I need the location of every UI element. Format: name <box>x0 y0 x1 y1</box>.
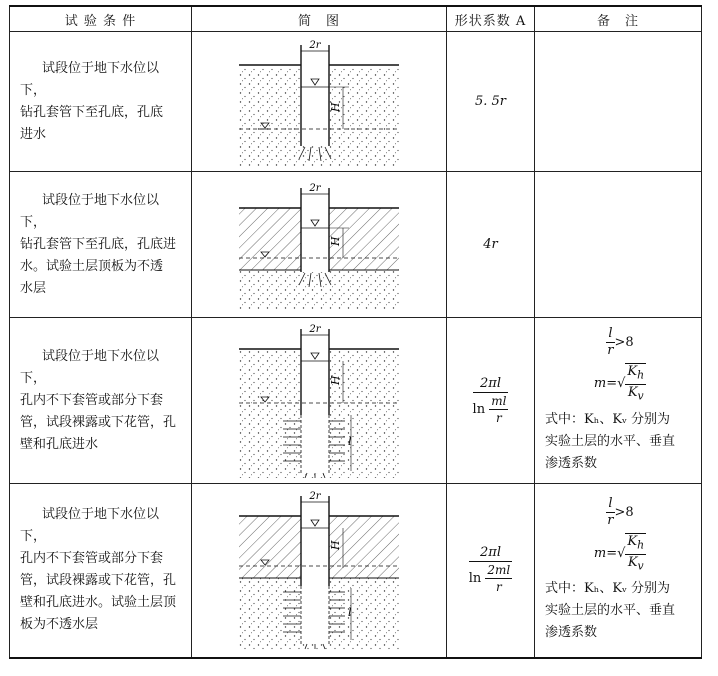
svg-text:H: H <box>329 235 342 246</box>
borehole-diagram <box>239 490 399 650</box>
header-shape-factor: 形状系数 A <box>447 6 535 32</box>
shape-factor-cell: 5. 5r <box>447 32 535 172</box>
condition-cell: 试段位于地下水位以下， 孔内不下套管或部分下套 管，试段裸露或下花管，孔 壁和孔底进水。试验土层顶 板为不透水层 <box>10 484 192 658</box>
header-figure: 简 图 <box>192 6 447 32</box>
svg-text:l: l <box>348 435 352 448</box>
shape-factor-cell: 2πl ln $\frac{ml}{r}$ <box>447 318 535 484</box>
header-condition: 试 验 条 件 <box>10 6 192 32</box>
header-note: 备 注 <box>535 6 702 32</box>
label-2r: 2r <box>309 39 321 51</box>
condition-cell: 试段位于地下水位以下， 钻孔套管下至孔底，孔底进 水。试验土层顶板为不透 水层 <box>10 172 192 318</box>
note-cell <box>535 32 702 172</box>
svg-text:l: l <box>348 606 352 620</box>
note-cell <box>535 172 702 318</box>
borehole-diagram <box>239 37 399 167</box>
borehole-diagram <box>239 180 399 310</box>
figure-cell <box>192 32 447 172</box>
svg-text:H: H <box>329 540 342 551</box>
figure-cell <box>192 484 447 658</box>
header-row <box>10 6 702 32</box>
borehole-diagram <box>239 323 399 478</box>
shape-factor-cell: 2πl ln $\frac{2ml}{r}$ <box>447 484 535 658</box>
svg-text:H: H <box>329 375 342 385</box>
label-H: H <box>329 101 342 112</box>
figure-cell <box>192 172 447 318</box>
table-row <box>10 318 702 484</box>
svg-text:2r: 2r <box>309 182 321 194</box>
svg-text:2r: 2r <box>309 491 321 503</box>
note-cell: $\frac{l}{r}$ >8 m=√ $\frac{K_h}{K_v}$ 式中：Kₕ、Kᵥ 分别为 实验土层的水平、垂直 渗透系数 <box>535 484 702 658</box>
svg-text:2r: 2r <box>309 324 321 335</box>
shape-factor-table <box>9 5 702 659</box>
table-row <box>10 484 702 658</box>
note-cell: $\frac{l}{r}$ >8 m=√ $\frac{K_h}{K_v}$ 式中：Kₕ、Kᵥ 分别为 实验土层的水平、垂直 渗透系数 <box>535 318 702 484</box>
table-row <box>10 32 702 172</box>
figure-cell <box>192 318 447 484</box>
condition-cell: 试段位于地下水位以下， 孔内不下套管或部分下套 管，试段裸露或下花管，孔 壁和孔底进水 <box>10 318 192 484</box>
shape-factor-cell: 4r <box>447 172 535 318</box>
table-row <box>10 172 702 318</box>
condition-cell: 试段位于地下水位以下， 钻孔套管下至孔底，孔底 进水 <box>10 32 192 172</box>
